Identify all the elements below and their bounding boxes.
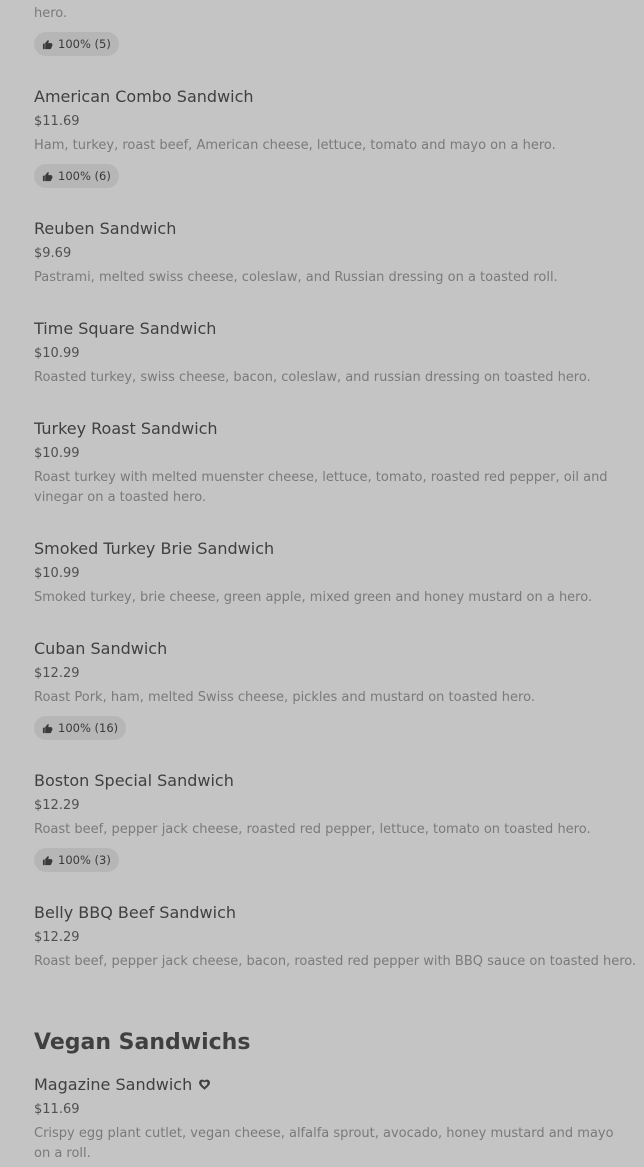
menu-item-name: American Combo Sandwich	[34, 87, 254, 106]
thumbs-up-icon	[42, 723, 53, 734]
heart-icon	[198, 1075, 211, 1095]
rating-badge	[34, 848, 119, 872]
thumbs-up-icon	[42, 855, 53, 866]
thumbs-up-icon	[42, 171, 53, 182]
rating-badge	[34, 32, 119, 56]
menu-item-price: $11.69	[34, 114, 80, 129]
menu-item-description: Roast turkey with melted muenster cheese, lettuce, tomato, roasted red pepper, oil and vinegar on a toasted hero.	[34, 470, 608, 505]
menu-item-name: Time Square Sandwich	[34, 319, 217, 338]
menu-item-description: Roasted turkey, swiss cheese, bacon, coleslaw, and russian dressing on toasted hero.	[34, 370, 591, 385]
menu-item-description-fragment: hero.	[34, 6, 68, 21]
rating-badge	[34, 716, 126, 740]
menu-item-price: $12.29	[34, 798, 80, 813]
menu-item-price: $10.99	[34, 446, 80, 461]
thumbs-up-icon	[42, 39, 53, 50]
rating-text: 100% (5)	[58, 37, 111, 51]
menu-item-name: Turkey Roast Sandwich	[34, 419, 218, 438]
section-title-vegan: Vegan Sandwichs	[34, 1030, 251, 1055]
menu-item-name-row	[34, 1075, 211, 1096]
menu-item-price: $12.29	[34, 930, 80, 945]
menu-item-name: Belly BBQ Beef Sandwich	[34, 903, 237, 922]
rating-badge	[34, 164, 119, 188]
menu-item-price: $10.99	[34, 346, 80, 361]
menu-item-price: $9.69	[34, 246, 72, 261]
menu-item-name: Boston Special Sandwich	[34, 771, 234, 790]
menu-item-price: $10.99	[34, 566, 80, 581]
menu-item-name: Reuben Sandwich	[34, 219, 177, 238]
menu-item-description: Roast beef, pepper jack cheese, roasted red pepper, lettuce, tomato on toasted hero.	[34, 822, 591, 837]
menu-item-description: Pastrami, melted swiss cheese, coleslaw, and Russian dressing on a toasted roll.	[34, 270, 558, 285]
menu-item-price: $11.69	[34, 1102, 80, 1117]
menu-item-description: Roast Pork, ham, melted Swiss cheese, pickles and mustard on toasted hero.	[34, 690, 535, 705]
menu-item-description: Roast beef, pepper jack cheese, bacon, roasted red pepper with BBQ sauce on toasted hero.	[34, 954, 637, 969]
rating-text: 100% (3)	[58, 853, 111, 867]
menu-item-name: Smoked Turkey Brie Sandwich	[34, 539, 275, 558]
rating-text: 100% (6)	[58, 169, 111, 183]
menu-item-name: Magazine Sandwich	[34, 1075, 193, 1094]
rating-text: 100% (16)	[58, 721, 119, 735]
menu-item-description: Smoked turkey, brie cheese, green apple, mixed green and honey mustard on a hero.	[34, 590, 593, 605]
menu-item-description: Ham, turkey, roast beef, American cheese, lettuce, tomato and mayo on a hero.	[34, 138, 556, 153]
menu-item-name: Cuban Sandwich	[34, 639, 168, 658]
menu-item-price: $12.29	[34, 666, 80, 681]
menu-item-description: Crispy egg plant cutlet, vegan cheese, alfalfa sprout, avocado, honey mustard and mayo on a roll.	[34, 1126, 614, 1161]
